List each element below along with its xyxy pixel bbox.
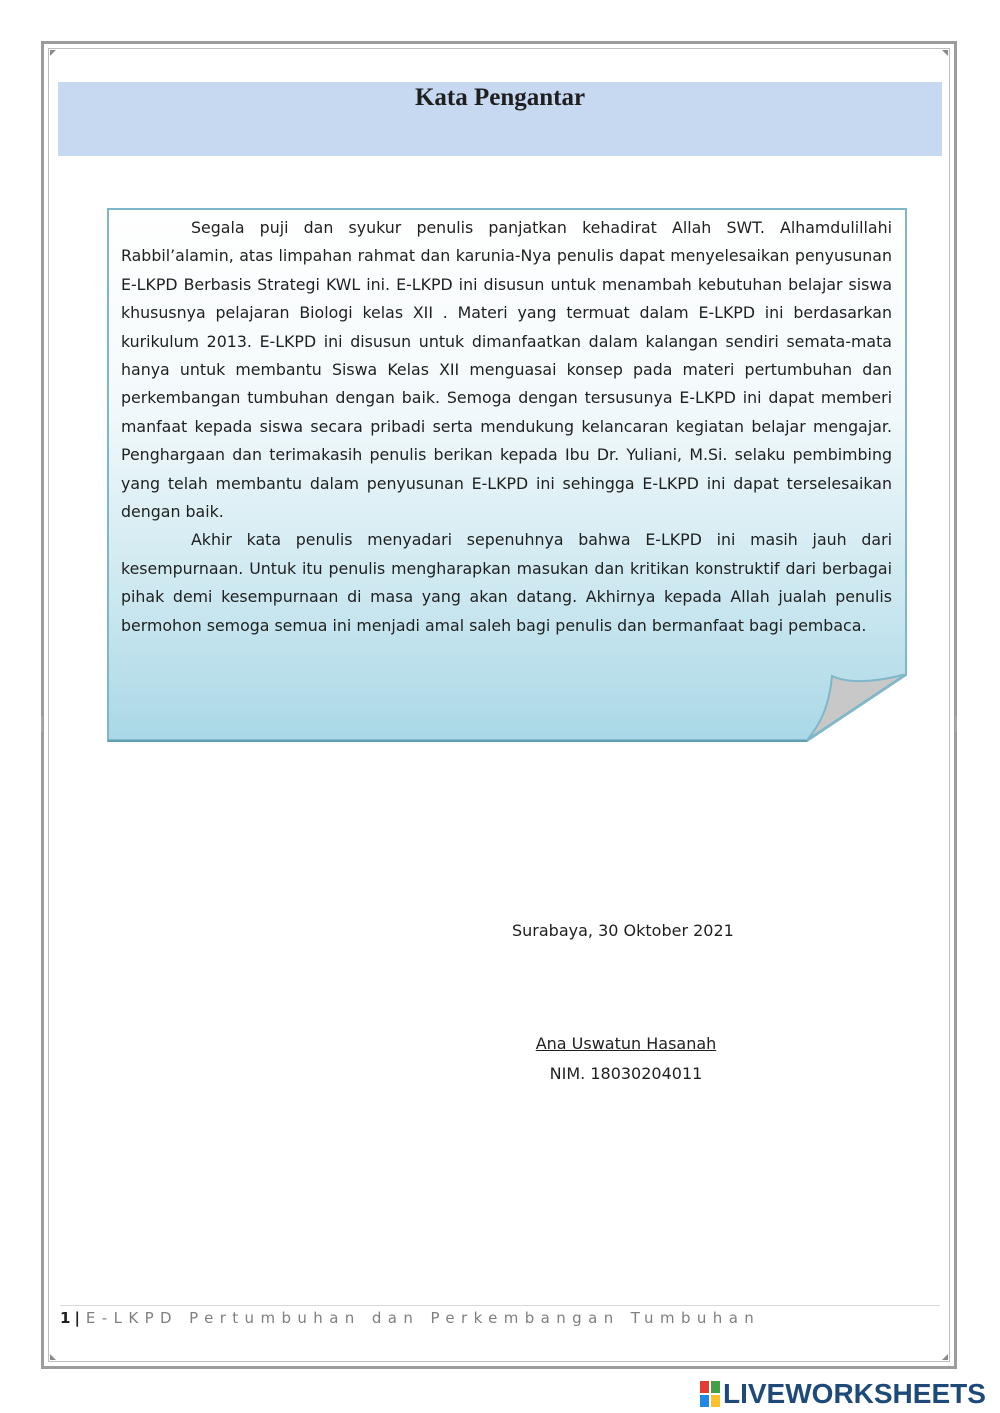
footer-divider bbox=[60, 1305, 940, 1306]
frame-corner-bottom-right bbox=[942, 1354, 948, 1360]
folded-note-box bbox=[107, 208, 907, 742]
author-nim: NIM. 18030204011 bbox=[549, 1064, 703, 1083]
preface-text bbox=[121, 214, 892, 640]
frame-corner-bottom-left bbox=[50, 1354, 56, 1360]
footer-separator: | bbox=[74, 1309, 80, 1327]
frame-tick-right bbox=[955, 716, 957, 732]
frame-tick-left bbox=[41, 716, 43, 732]
liveworksheets-brand: LIVEWORKSHEETS bbox=[723, 1378, 986, 1409]
page-footer bbox=[60, 1309, 760, 1327]
footer-title: E-LKPD Pertumbuhan dan Perkembangan Tumbuhan bbox=[85, 1309, 761, 1327]
frame-corner-top-left bbox=[50, 50, 56, 56]
place-date: Surabaya, 30 Oktober 2021 bbox=[512, 921, 734, 940]
preface-paragraph-2: Akhir kata penulis menyadari sepenuhnya bahwa E-LKPD ini masih jauh dari kesempurnaan. Untuk itu penulis mengharapkan masukan dan kritikan konstruktif dari berbagai pihak demi kesempurnaan di masa yang akan datang. Akhirnya kepada Allah jualah penulis bermohon semoga semua ini menjadi amal saleh bagi penulis dan bermanfaat bagi pembaca. bbox=[121, 530, 892, 635]
page-number: 1 bbox=[60, 1309, 71, 1327]
page-curl-icon bbox=[807, 674, 907, 742]
liveworksheets-logo-icon bbox=[700, 1381, 720, 1407]
preface-paragraph-1: Segala puji dan syukur penulis panjatkan kehadirat Allah SWT. Alhamdulillahi Rabbil’alamin, atas limpahan rahmat dan karunia-Nya penulis dapat menyelesaikan penyusunan E-LKPD Berbasis Strategi KWL ini. E-LKPD ini disusun untuk menambah kebutuhan belajar siswa khususnya pelajaran Biologi kelas XII . Materi yang termuat dalam E-LKPD ini berdasarkan kurikulum 2013. E-LKPD ini disusun untuk dimanfaatkan dalam kalangan sendiri semata-mata hanya untuk membantu Siswa Kelas XII menguasai konsep pada materi pertumbuhan dan perkembangan tumbuhan dengan baik. Semoga dengan tersusunya E-LKPD ini dapat memberi manfaat kepada siswa secara pribadi serta mendukung kelancaran kegiatan belajar mengajar. Penghargaan dan terimakasih penulis berikan kepada Ibu Dr. Yuliani, M.Si. selaku pembimbing yang telah membantu dalam penyusunan E-LKPD ini sehingga E-LKPD ini dapat terselesaikan dengan baik. bbox=[121, 218, 892, 522]
frame-corner-top-right bbox=[942, 50, 948, 56]
liveworksheets-watermark bbox=[700, 1378, 986, 1410]
title-band bbox=[58, 82, 942, 156]
author-name: Ana Uswatun Hasanah bbox=[535, 1034, 717, 1053]
page-title: Kata Pengantar bbox=[414, 84, 586, 111]
